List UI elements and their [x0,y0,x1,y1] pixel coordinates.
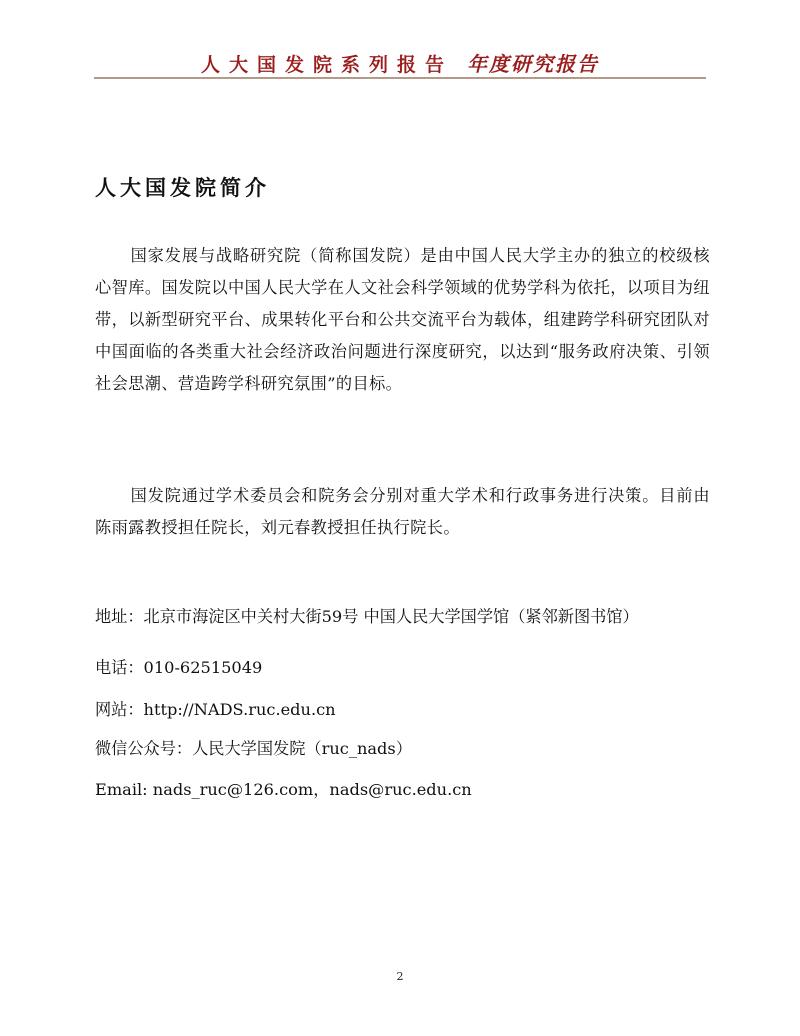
intro-paragraph: 国家发展与战略研究院（简称国发院）是由中国人民大学主办的独立的校级核心智库。国发院以中国人民大学在人文社会科学领域的优势学科为依托，以项目为纽带，以新型研究平台、成果转化平台和公共交流平台为载体，组建跨学科研究团队对中国面临的各类重大社会经济政治问题进行深度研究，以达到“服务政府决策、引领社会思潮、营造跨学科研究氛围”的目标。 [95,246,710,393]
header-divider [94,77,706,79]
header-report-type: 年度研究报告 [467,52,599,76]
contact-website: 网站：http://NADS.ruc.edu.cn [95,700,336,719]
governance-paragraph: 国发院通过学术委员会和院务会分别对重大学术和行政事务进行决策。目前由陈雨露教授担任院长，刘元春教授担任执行院长。 [95,486,710,537]
contact-email: Email: nads_ruc@126.com，nads@ruc.edu.cn [95,780,472,799]
contact-address: 地址：北京市海淀区中关村大街59号 中国人民大学国学馆（紧邻新图书馆） [95,607,639,626]
contact-wechat: 微信公众号：人民大学国发院（ruc_nads） [95,739,412,758]
contact-phone: 电话：010-62515049 [95,658,263,677]
section-title: 人大国发院简介 [95,176,270,200]
header-series-title: 人大国发院系列报告 [200,54,453,76]
page-number: 2 [396,970,404,983]
running-header [0,48,800,77]
